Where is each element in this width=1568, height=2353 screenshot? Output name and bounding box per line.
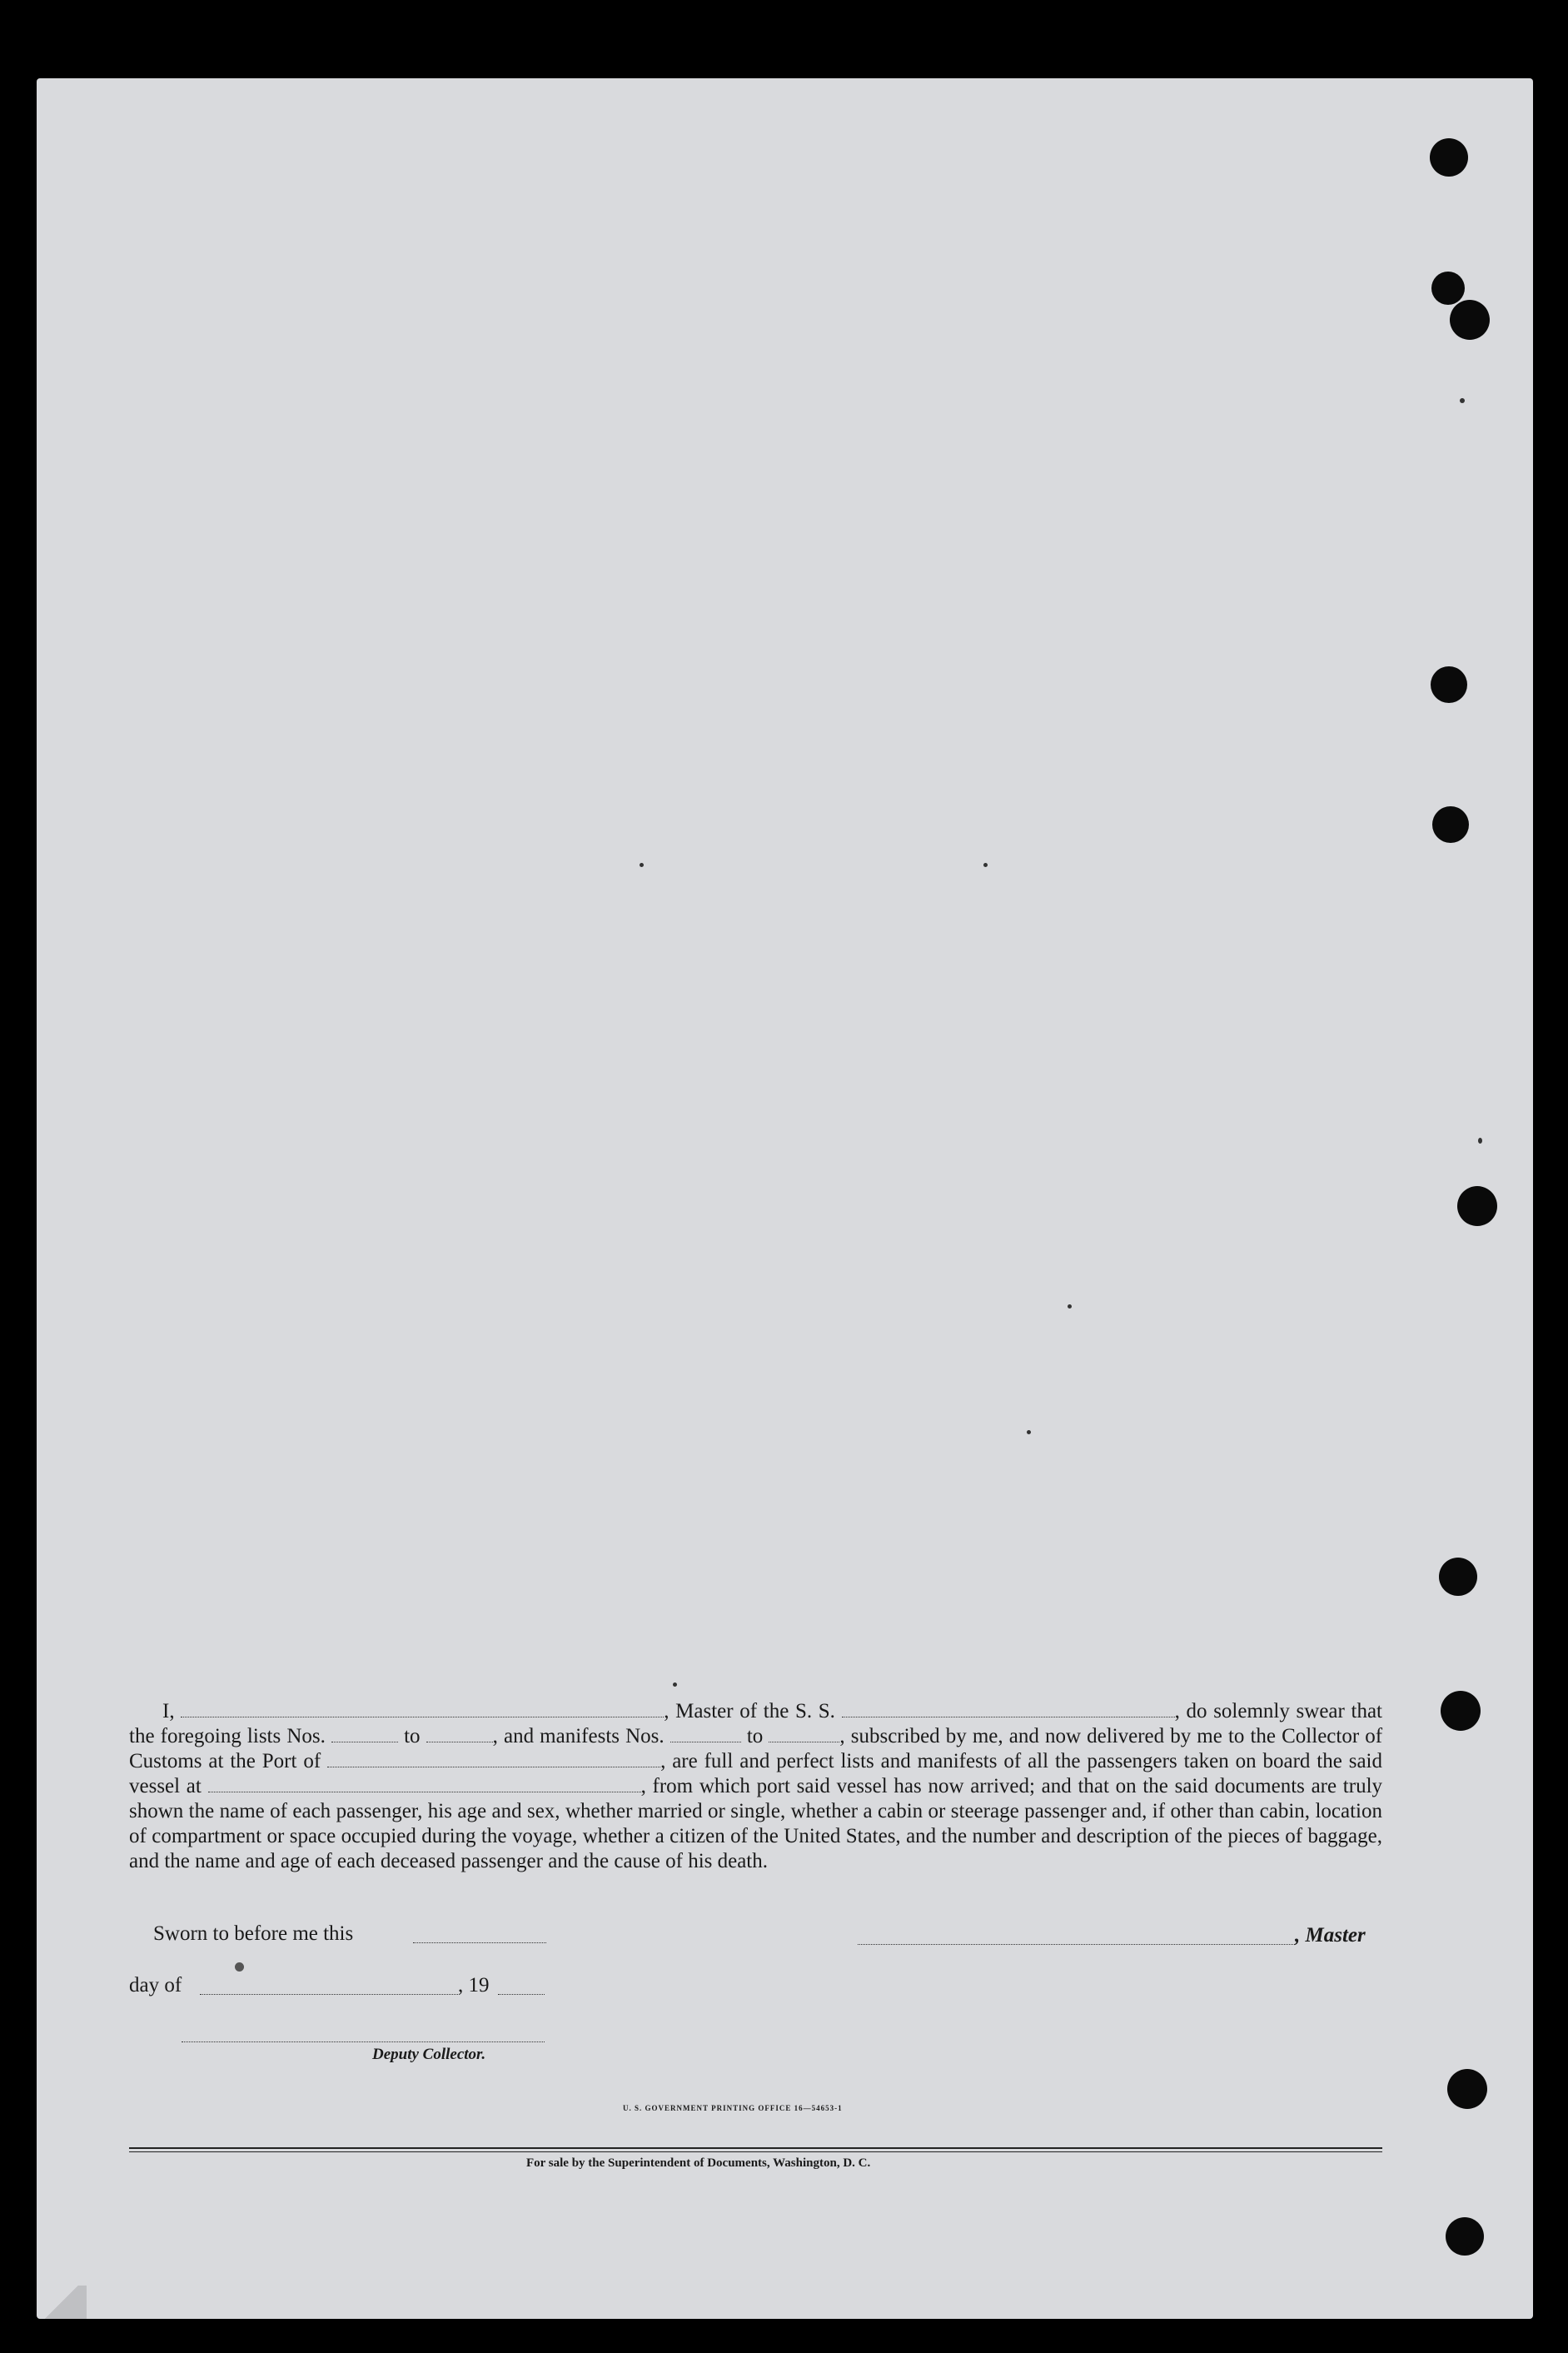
master-signature-field[interactable] <box>858 1944 1295 1945</box>
day-of-month-field[interactable] <box>200 1994 458 1995</box>
punch-hole <box>1457 1186 1497 1226</box>
punch-hole <box>1432 806 1469 843</box>
oath-do-solemnly: , do solemnly <box>1174 1700 1290 1722</box>
oath-delivered: delivered by me to the Collector of Customs at the Port of <box>129 1725 1383 1772</box>
speck <box>1478 1138 1482 1144</box>
day-of-label: day of <box>129 1974 182 1997</box>
punch-hole <box>1431 666 1467 703</box>
master-label: , Master <box>1295 1924 1366 1947</box>
printing-office-imprint: U. S. GOVERNMENT PRINTING OFFICE 16—54653-1 <box>623 2104 843 2112</box>
port-field[interactable] <box>327 1752 660 1767</box>
boarding-place-field[interactable] <box>208 1777 641 1792</box>
punch-hole <box>1446 2217 1484 2256</box>
lists-to-field[interactable] <box>426 1727 493 1742</box>
manifests-to-field[interactable] <box>769 1727 839 1742</box>
deputy-collector-signature-field[interactable] <box>182 2041 545 2042</box>
oath-manifests-of: manifests of all the passengers taken on board the said vessel at <box>129 1750 1383 1797</box>
speck <box>1460 398 1465 403</box>
deputy-collector-label: Deputy Collector. <box>372 2046 486 2063</box>
punch-hole <box>1439 1558 1477 1596</box>
footer-rule-top <box>129 2147 1382 2149</box>
name-field[interactable] <box>181 1702 664 1717</box>
punch-hole <box>1441 1691 1481 1731</box>
oath-paragraph <box>129 1699 1382 1874</box>
punch-hole <box>1450 300 1490 340</box>
speck <box>983 863 988 867</box>
ship-name-field[interactable] <box>842 1702 1175 1717</box>
oath-to-1: to <box>404 1725 421 1747</box>
sworn-day-field[interactable] <box>413 1942 546 1943</box>
oath-from-which: , from which <box>640 1775 750 1797</box>
oath-swear: swear that the foregoing lists Nos. <box>129 1700 1382 1747</box>
oath-master-of-ss: , Master of the S. S. <box>664 1700 835 1722</box>
punch-hole <box>1430 138 1468 177</box>
folded-corner <box>37 2286 87 2319</box>
manifests-from-field[interactable] <box>670 1727 741 1742</box>
form-sheet <box>37 78 1533 2319</box>
oath-i: I, <box>162 1700 175 1722</box>
speck <box>640 863 644 867</box>
oath-are-full: , are full and perfect lists and <box>660 1750 911 1772</box>
punch-hole <box>1431 272 1465 305</box>
year-field[interactable] <box>498 1994 545 1995</box>
oath-rest: port said vessel has now arrived; and that on the said documents are truly shown the name of each passenger, his age and sex, whether married or single, whether a cabin or steerage passenger and, if other than cabin, location of compartment or space occupied during the voyage, whether a citizen of the United States, and the number and description of the pieces of baggage, and the name and age of each deceased passenger and the cause of his death. <box>129 1775 1383 1872</box>
footer-text: For sale by the Superintendent of Documents, Washington, D. C. <box>526 2156 871 2170</box>
oath-subscribed: , subscribed by me, and now <box>839 1725 1081 1747</box>
speck <box>673 1682 677 1687</box>
oath-to-2: to <box>746 1725 764 1747</box>
year-prefix-label: , 19 <box>458 1974 490 1997</box>
punch-hole <box>1447 2069 1487 2109</box>
oath-and-manifests: , and manifests Nos. <box>492 1725 665 1747</box>
footer-rule-bottom <box>129 2151 1382 2152</box>
speck <box>235 1962 244 1972</box>
sworn-label: Sworn to before me this <box>153 1922 354 1945</box>
speck <box>1027 1430 1031 1434</box>
lists-from-field[interactable] <box>331 1727 398 1742</box>
speck <box>1068 1304 1072 1309</box>
